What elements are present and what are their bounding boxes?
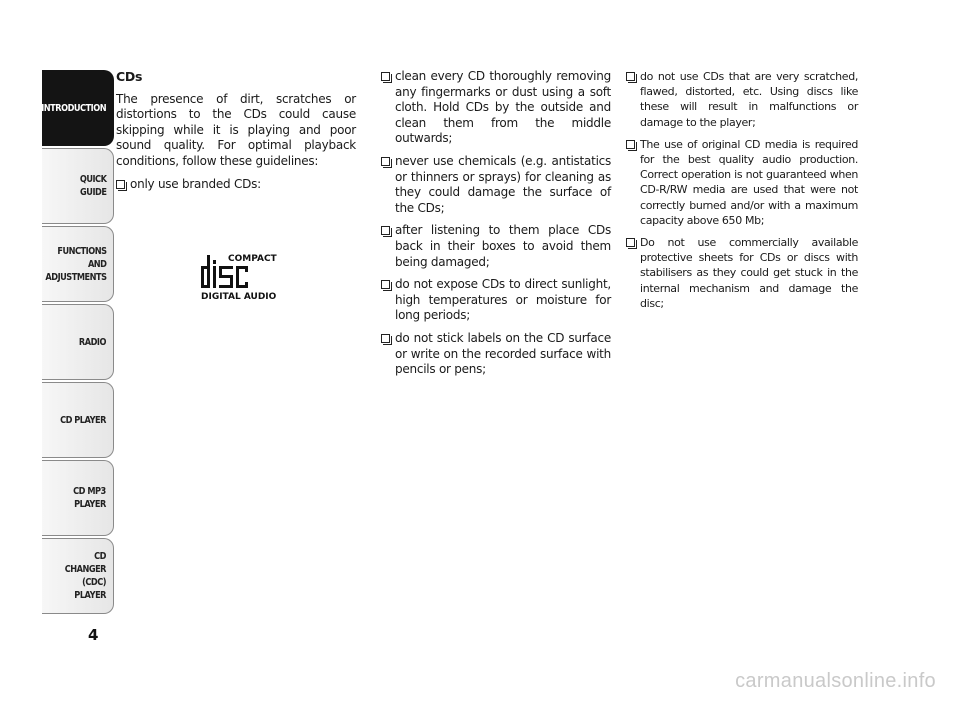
list-item <box>626 235 858 311</box>
tab-label: RADIO <box>78 336 106 348</box>
checkbox-bullet-icon <box>381 72 390 81</box>
tab-cd-mp3-player[interactable] <box>42 460 114 536</box>
checkbox-bullet-icon <box>626 238 635 247</box>
checkbox-bullet-icon <box>381 280 390 289</box>
column-3 <box>626 69 858 318</box>
list-item-text: The use of original CD media is required for the best quality audio production. Correct operation is not guaranteed when CD-R/RW media are used that were not correctly burned and/or with a maximum capacity above 650 Mb; <box>640 137 858 227</box>
tab-introduction[interactable] <box>42 70 114 146</box>
tab-label: CD CHANGER (CDC) PLAYER <box>64 551 106 601</box>
tab-cd-changer-player[interactable] <box>42 538 114 614</box>
tab-label: FUNCTIONS AND ADJUSTMENTS <box>44 245 106 283</box>
column-1 <box>116 69 356 199</box>
list-item <box>381 154 611 216</box>
list-item <box>381 223 611 270</box>
watermark: carmanualsonline.info <box>735 670 936 692</box>
list-item <box>626 69 858 130</box>
checkbox-bullet-icon <box>381 226 390 235</box>
tab-label: INTRODUCTION <box>41 102 106 114</box>
checkbox-bullet-icon <box>381 157 390 166</box>
checkbox-bullet-icon <box>626 140 635 149</box>
list-item <box>116 177 356 193</box>
list-item-text: do not stick labels on the CD surface or write on the recorded surface with pencils or pens; <box>395 330 611 377</box>
list-item-text: do not use CDs that are very scratched, flawed, distorted, etc. Using discs like these will result in malfunctions or damage to the player; <box>640 70 858 129</box>
section-heading: CDs <box>116 69 143 84</box>
checkbox-bullet-icon <box>626 72 635 81</box>
tab-cd-player[interactable] <box>42 382 114 458</box>
intro-paragraph: The presence of dirt, scratches or distortions to the CDs could cause skipping while it is playing and poor sound quality. For optimal playback conditions, follow these guidelines: <box>116 91 356 168</box>
tab-label: QUICK GUIDE <box>79 174 106 198</box>
list-item-text: clean every CD thoroughly removing any fingermarks or dust using a soft cloth. Hold CDs by the outside and clean them from the middle outwards; <box>395 69 611 146</box>
tab-radio[interactable] <box>42 304 114 380</box>
checkbox-bullet-icon <box>381 334 390 343</box>
list-item-text: Do not use commercially available protective sheets for CDs or discs with stabilisers as they could get stuck in the internal mechanism and damage the disc; <box>640 236 858 310</box>
list-item-text: do not expose CDs to direct sunlight, high temperatures or moisture for long periods; <box>395 277 611 323</box>
tab-label: CD PLAYER <box>60 414 106 426</box>
column-2 <box>381 69 611 385</box>
list-item <box>626 137 858 228</box>
list-item <box>381 277 611 324</box>
tab-functions-and-adjustments[interactable] <box>42 226 114 302</box>
compact-disc-logo <box>200 252 290 302</box>
logo-text-digital-audio: DIGITAL AUDIO <box>201 292 277 302</box>
logo-text-compact: COMPACT <box>228 254 277 264</box>
list-item <box>381 69 611 147</box>
page-number: 4 <box>88 626 99 644</box>
list-item-text: only use branded CDs: <box>130 176 261 191</box>
tab-label: CD MP3 PLAYER <box>73 486 106 510</box>
list-item-text: never use chemicals (e.g. antistatics or thinners or sprays) for cleaning as they could damage the surface of the CDs; <box>395 153 611 215</box>
checkbox-bullet-icon <box>116 180 125 189</box>
tab-quick-guide[interactable] <box>42 148 114 224</box>
list-item <box>381 331 611 378</box>
list-item-text: after listening to them place CDs back in their boxes to avoid them being damaged; <box>395 223 611 269</box>
